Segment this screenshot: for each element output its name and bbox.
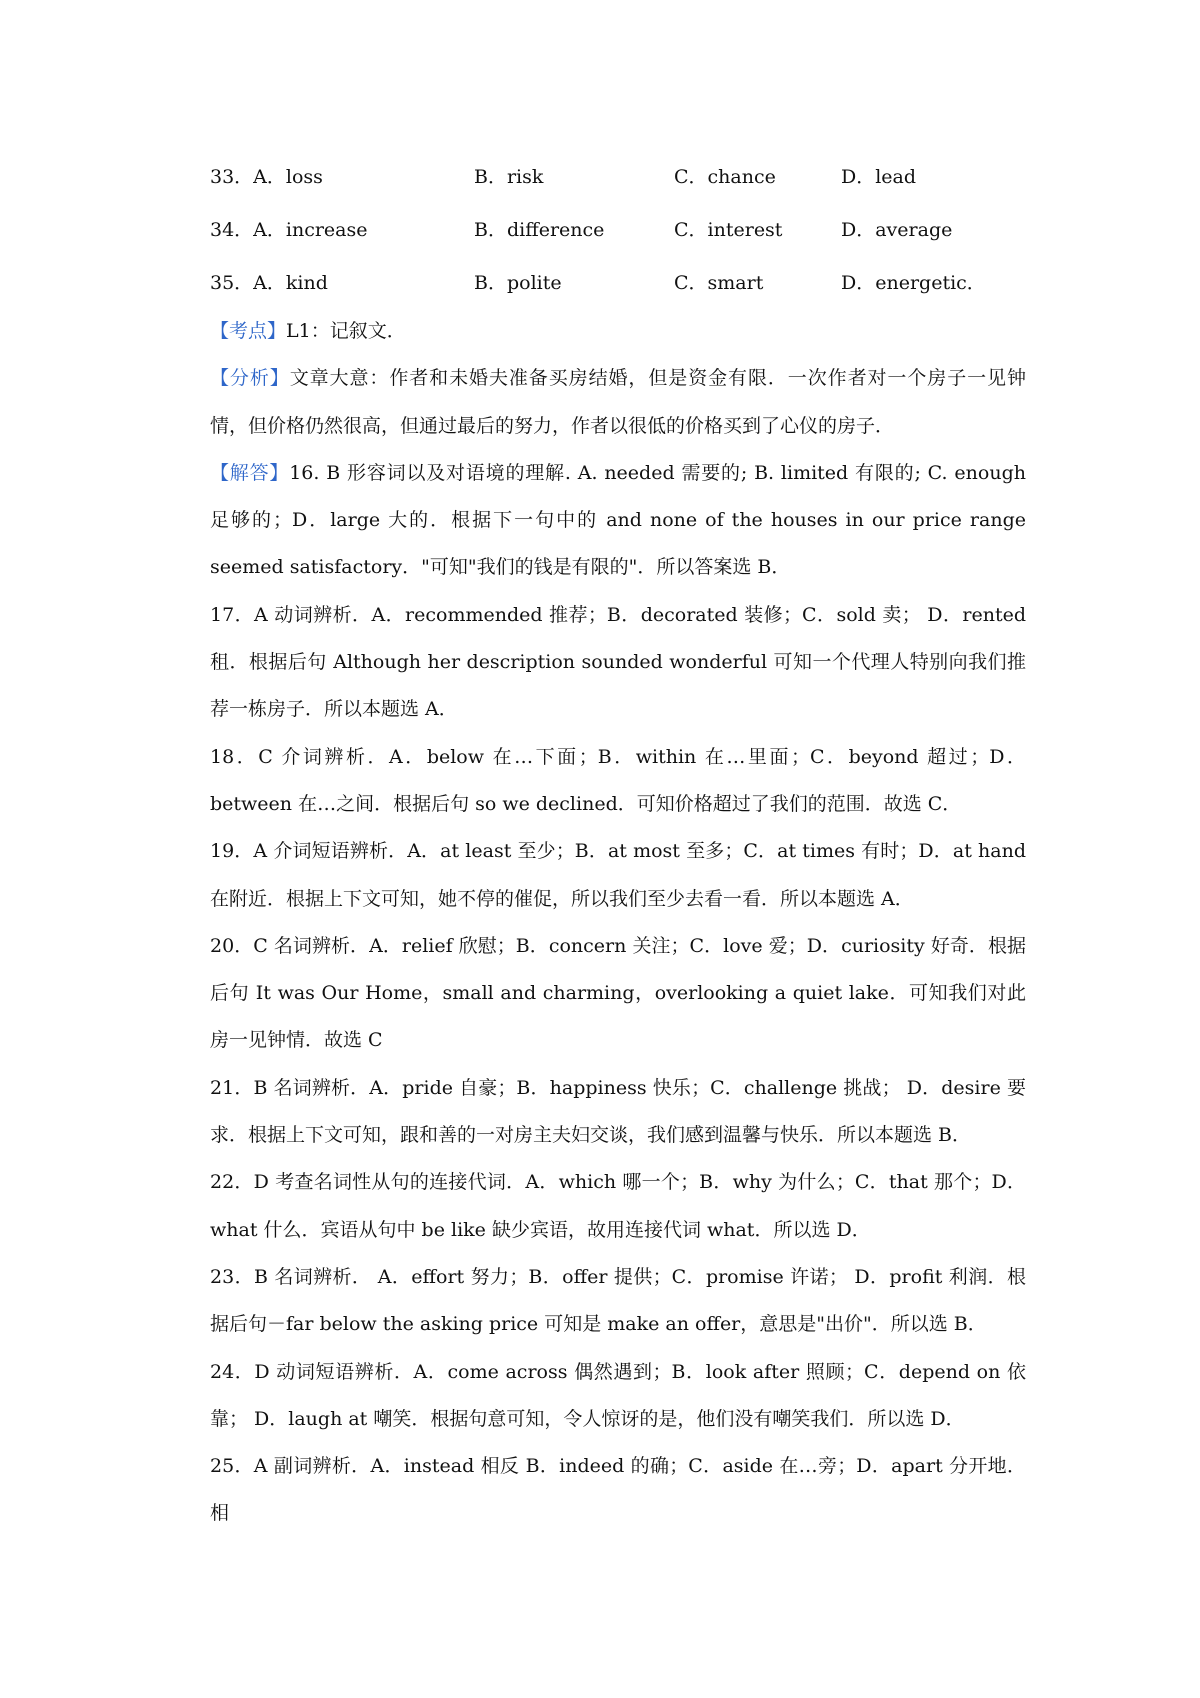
answer-17: 17．A 动词辨析．A．recommended 推荐；B．decorated 装修；C．sold 卖； D．rented 租．根据后句 Although her description sounded wonderful 可知一个代理人特别向我们推荐一栋房子．所以本题选 A． [210,603,1026,721]
option-b: B．difference [474,219,605,241]
answer-22: 22．D 考查名词性从句的连接代词．A．which 哪一个；B．why 为什么；C．that 那个；D．what 什么．宾语从句中 be like 缺少宾语，故用连接代词 what．所以选 D． [210,1171,1026,1241]
option-c: C．chance [674,166,776,188]
answer-19: 19．A 介词短语辨析．A．at least 至少；B．at most 至多；C．at times 有时；D．at hand 在附近．根据上下文可知，她不停的催促，所以我们至少去看一看．所以本题选 A． [210,840,1026,910]
answer-23: 23．B 名词辨析． A．effort 努力；B．offer 提供；C．promise 许诺； D．profit 利润．根据后句－far below the asking price 可知是 make an offer，意思是"出价"．所以选 B． [210,1265,1026,1336]
answer-content [210,149,1026,1538]
option-b: B．polite [474,272,562,294]
option-d: D．energetic． [841,272,986,294]
option-b: B．risk [474,166,544,188]
option-d: D．lead [841,166,917,188]
option-a: 33．A．loss [210,166,323,188]
option-a: 35．A．kind [210,272,328,294]
answer-24: 24．D 动词短语辨析．A．come across 偶然遇到；B．look after 照顾；C．depend on 依靠； D．laugh at 嘲笑．根据句意可知，令人惊讶的是，他们没有嘲笑我们．所以选 D． [210,1360,1026,1430]
option-c: C．smart [674,272,764,294]
jieda-text: 16. B 形容词以及对语境的理解. A. needed 需要的; B. limited 有限的; C. enough 足够的；D．large 大的．根据下一句中的 and none of the houses in our price range seemed satisfactory．"可知"我们的钱是有限的"．所以答案选 B． [210,461,1026,579]
option-a: 34．A．increase [210,219,368,241]
fenxi-paragraph [210,355,1026,450]
jieda-paragraph [210,450,1026,592]
fenxi-text: 文章大意：作者和未婚夫准备买房结婚，但是资金有限．一次作者对一个房子一见钟情，但价格仍然很高，但通过最后的努力，作者以很低的价格买到了心仪的房子． [210,367,1026,437]
option-d: D．average [841,219,953,241]
option-c: C．interest [674,219,783,241]
kaodian-tag: 【考点】 [210,320,287,342]
kaodian-text: L1：记叙文． [286,320,406,342]
kaodian-paragraph [210,308,1026,355]
answer-18: 18．C 介词辨析．A．below 在…下面；B．within 在…里面；C．beyond 超过；D．between 在…之间．根据后句 so we declined．可知价格超过了我们的范围．故选 C． [210,745,1026,815]
answer-21: 21．B 名词辨析．A．pride 自豪；B．happiness 快乐；C．challenge 挑战； D．desire 要求．根据上下文可知，跟和善的一对房主夫妇交谈，我们感到温馨与快乐．所以本题选 B． [210,1076,1026,1147]
options-row-34 [210,202,1026,255]
answer-25: 25．A 副词辨析．A．instead 相反 B．indeed 的确；C．aside 在…旁；D．apart 分开地．相 [210,1455,1026,1525]
options-row-35 [210,255,1026,308]
options-row-33 [210,149,1026,202]
answer-20: 20．C 名词辨析．A．relief 欣慰；B．concern 关注；C．love 爱；D．curiosity 好奇．根据后句 It was Our Home，small and charming，overlooking a quiet lake．可知我们对此房一见钟情．故选 C [210,934,1026,1052]
fenxi-tag: 【分析】 [210,367,290,390]
jieda-tag: 【解答】 [210,461,290,484]
